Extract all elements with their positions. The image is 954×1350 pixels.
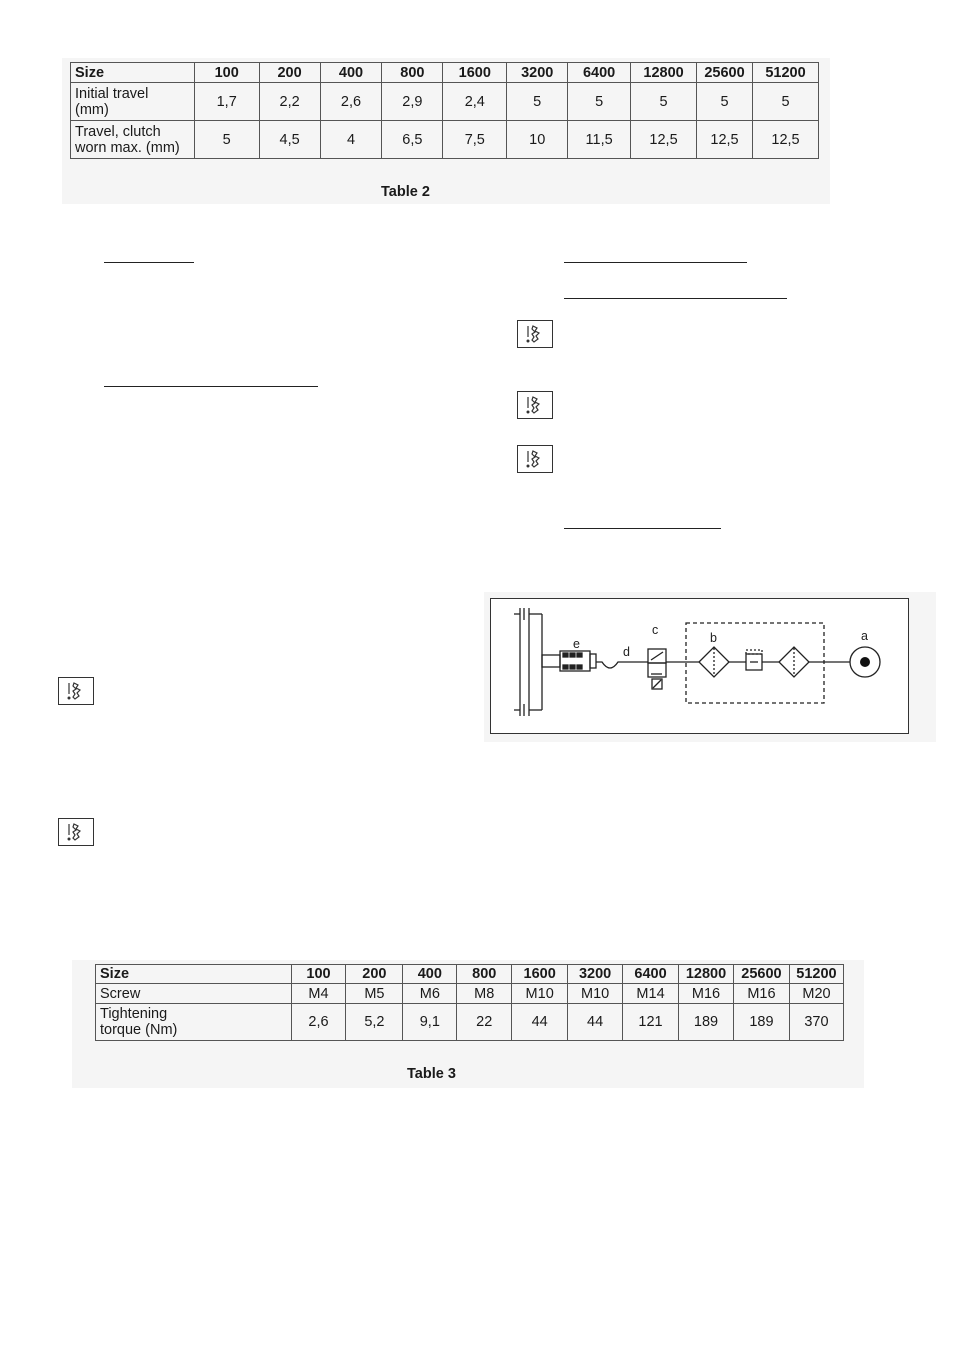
table-cell: 12,5: [631, 121, 697, 159]
table2-header-cell: 6400: [568, 63, 631, 83]
table3-header-cell: 200: [346, 965, 403, 984]
table-cell: M14: [623, 984, 679, 1004]
table2-header-cell: 200: [259, 63, 320, 83]
table-cell: 12,5: [697, 121, 753, 159]
table-cell: 4: [320, 121, 382, 159]
table-cell: 2,6: [291, 1004, 346, 1041]
table3-header-cell: 800: [457, 965, 512, 984]
table-cell: 2,9: [382, 83, 443, 121]
table3-torque-label: [96, 1004, 292, 1041]
warning-icon: [58, 677, 94, 705]
table2-header-cell: 3200: [507, 63, 568, 83]
heading-underline: [564, 528, 721, 529]
table-cell: M20: [789, 984, 843, 1004]
label-line: torque (Nm): [100, 1022, 178, 1038]
table3-header-size: Size: [96, 965, 292, 984]
table2-header-cell: 400: [320, 63, 382, 83]
warning-icon: [58, 818, 94, 846]
table3-header-cell: 12800: [679, 965, 734, 984]
label-line: Tightening: [100, 1006, 168, 1022]
diagram-label-a: a: [861, 629, 868, 643]
table-cell: 2,6: [320, 83, 382, 121]
table-row: [71, 83, 819, 121]
table-cell: 4,5: [259, 121, 320, 159]
table-cell: 9,1: [403, 1004, 457, 1041]
table3-header-cell: 400: [403, 965, 457, 984]
diagram-label-b: b: [710, 631, 717, 645]
table2-header-cell: 25600: [697, 63, 753, 83]
table3-header-cell: 1600: [512, 965, 568, 984]
table-cell: M8: [457, 984, 512, 1004]
table2-caption: Table 2: [381, 184, 430, 200]
table3-header-cell: 100: [291, 965, 346, 984]
table-cell: 2,2: [259, 83, 320, 121]
table-cell: 5: [507, 83, 568, 121]
table3-header-row: [96, 965, 844, 984]
label-line: Initial travel: [75, 85, 149, 102]
heading-underline: [104, 262, 194, 263]
table-cell: 1,7: [194, 83, 259, 121]
table-cell: 5: [697, 83, 753, 121]
table-cell: M4: [291, 984, 346, 1004]
table-cell: 5: [752, 83, 818, 121]
table-cell: 189: [733, 1004, 789, 1041]
table-cell: M16: [679, 984, 734, 1004]
label-line: worn max. (mm): [75, 139, 180, 156]
table-cell: 5: [568, 83, 631, 121]
table2-header-cell: 800: [382, 63, 443, 83]
warning-icon: [517, 391, 553, 419]
heading-underline: [564, 262, 747, 263]
table2-header-size: Size: [71, 63, 195, 83]
warning-icon: [517, 445, 553, 473]
table3-screw-label: Screw: [96, 984, 292, 1004]
table-cell: 7,5: [443, 121, 507, 159]
table-cell: 44: [512, 1004, 568, 1041]
table-row: [71, 121, 819, 159]
table-cell: 44: [568, 1004, 623, 1041]
table2-header-row: [71, 63, 819, 83]
table-cell: 6,5: [382, 121, 443, 159]
table3-header-cell: 3200: [568, 965, 623, 984]
table-cell: 189: [679, 1004, 734, 1041]
table-cell: 2,4: [443, 83, 507, 121]
table2: [70, 62, 819, 159]
table-row: [96, 1004, 844, 1041]
table-cell: 5: [631, 83, 697, 121]
table-cell: M16: [733, 984, 789, 1004]
label-line: (mm): [75, 101, 109, 118]
heading-underline: [564, 298, 787, 299]
table2-header-cell: 51200: [752, 63, 818, 83]
diagram-label-c: c: [652, 623, 659, 637]
diagram-label-d: d: [623, 645, 630, 659]
table-cell: 5,2: [346, 1004, 403, 1041]
table2-header-cell: 1600: [443, 63, 507, 83]
table3-header-cell: 51200: [789, 965, 843, 984]
table-cell: M10: [568, 984, 623, 1004]
table3-caption: Table 3: [407, 1066, 456, 1082]
table2-row-label: [71, 83, 195, 121]
table-cell: M5: [346, 984, 403, 1004]
table-cell: M10: [512, 984, 568, 1004]
table2-row-label: [71, 121, 195, 159]
table3: [95, 964, 844, 1041]
table-cell: 22: [457, 1004, 512, 1041]
table3-header-cell: 6400: [623, 965, 679, 984]
table-cell: M6: [403, 984, 457, 1004]
table-row: [96, 984, 844, 1004]
table-cell: 11,5: [568, 121, 631, 159]
table-cell: 12,5: [752, 121, 818, 159]
table-cell: 370: [789, 1004, 843, 1041]
pneumatic-diagram: [490, 598, 909, 734]
table3-header-cell: 25600: [733, 965, 789, 984]
table-cell: 5: [194, 121, 259, 159]
table2-header-cell: 100: [194, 63, 259, 83]
table-cell: 121: [623, 1004, 679, 1041]
heading-underline: [104, 386, 318, 387]
diagram-label-e: e: [573, 637, 580, 651]
warning-icon: [517, 320, 553, 348]
table2-header-cell: 12800: [631, 63, 697, 83]
label-line: Travel, clutch: [75, 123, 161, 140]
table-cell: 10: [507, 121, 568, 159]
